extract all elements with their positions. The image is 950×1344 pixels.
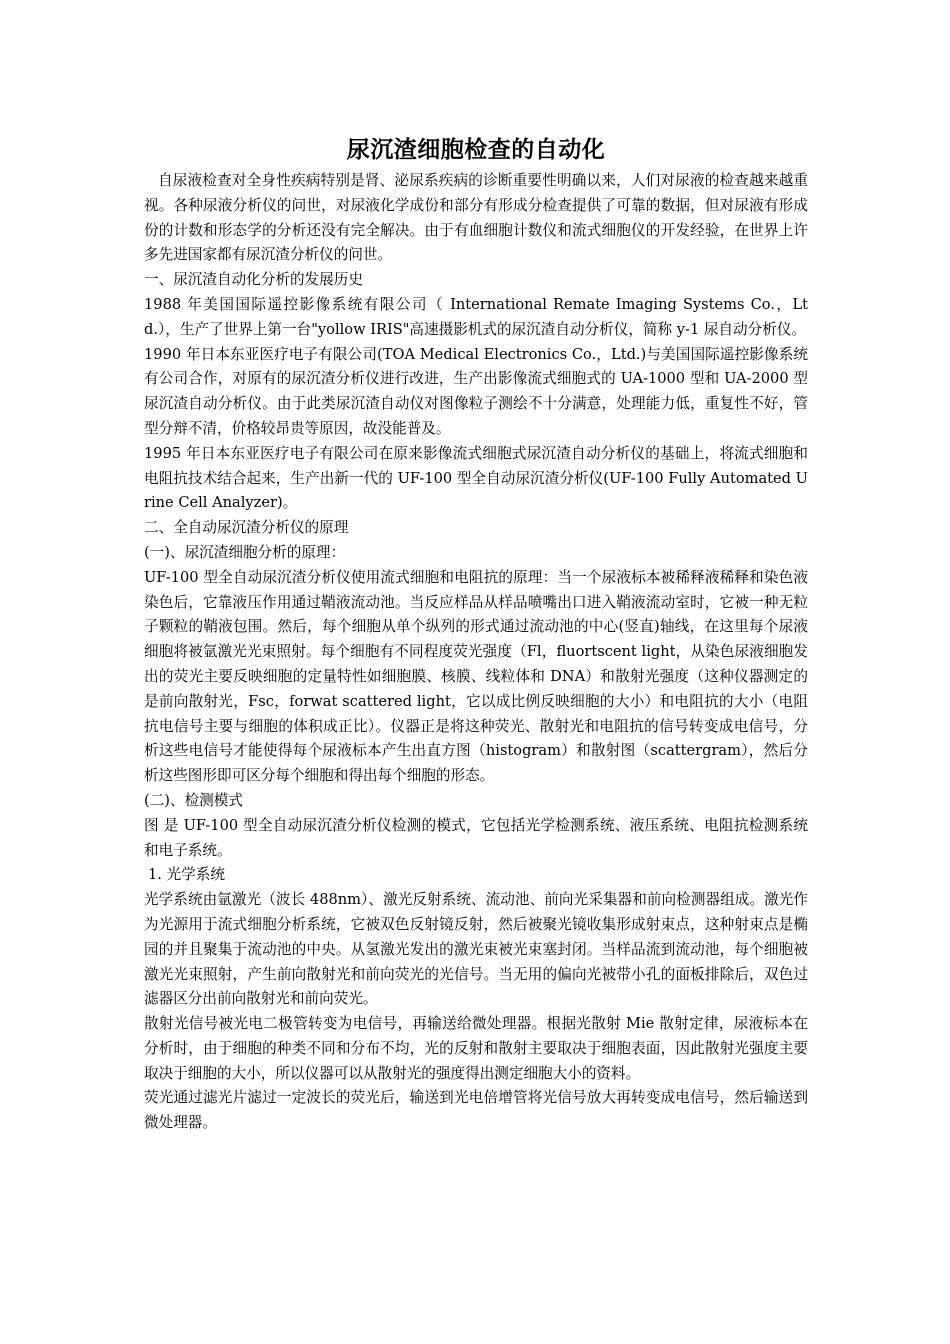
paragraph-1995: 1995 年日本东亚医疗电子有限公司在原来影像流式细胞式尿沉渣自动分析仪的基础上，将流式细胞和电阻抗技术结合起来，生产出新一代的 UF-100 型全自动尿沉渣分析仪(UF-100 Fully Automated Urine Cell Analyzer)。 [144, 444, 808, 512]
subsection-heading-detection-mode: (二)、检测模式 [144, 791, 243, 809]
paragraph-detection-mode: 图 是 UF-100 型全自动尿沉渣分析仪检测的模式，它包括光学检测系统、液压系统、电阻抗检测系统和电子系统。 [144, 816, 808, 859]
document-body [144, 131, 808, 1136]
intro-paragraph: 自尿液检查对全身性疾病特别是肾、泌尿系疾病的诊断重要性明确以来，人们对尿液的检查越来越重视。各种尿液分析仪的问世，对尿液化学成份和部分有形成分检查提供了可靠的数据，但对尿液有形成份的计数和形态学的分析还没有完全解决。由于有血细胞计数仪和流式细胞仪的开发经验，在世界上许多先进国家都有尿沉渣分析仪的问世。 [144, 172, 808, 264]
subsection-heading-optical-system: 1. 光学系统 [148, 866, 225, 884]
paragraph-1990: 1990 年日本东亚医疗电子有限公司(TOA Medical Electronics Co.，Ltd.)与美国国际遥控影像系统有公司合作，对原有的尿沉渣分析仪进行改进，生产出影像流式细胞式的 UA-1000 型和 UA-2000 型尿沉渣自动分析仪。由于此类尿沉渣自动仪对图像粒子测绘不十分满意，处理能力低，重复性不好，管型分辩不清，价格较昂贵等原因，故没能普及。 [144, 345, 808, 437]
section-heading-history: 一、尿沉渣自动化分析的发展历史 [144, 271, 363, 289]
paragraph-principle: UF-100 型全自动尿沉渣分析仪使用流式细胞和电阻抗的原理：当一个尿液标本被稀释液稀释和染色液染色后，它靠液压作用通过鞘液流动池。当反应样品从样品喷嘴出口进入鞘液流动室时，它被一种无粒子颗粒的鞘液包围。然后，每个细胞从单个纵列的形式通过流动池的中心(竖直)轴线，在这里每个尿液细胞将被氩激光光束照射。每个细胞有不同程度荧光强度（Fl，fluortscent light，从染色尿液细胞发出的荧光主要反映细胞的定量特性如细胞膜、核膜、线粒体和 DNA）和散射光强度（这种仪器测定的是前向散射光，Fsc，forwat scattered light，它以成比例反映细胞的大小）和电阻抗的大小（电阻抗电信号主要与细胞的体积成正比）。仪器正是将这种荧光、散射光和电阻抗的信号转变成电信号，分析这些电信号才能使得每个尿液标本产生出直方图（histogram）和散射图（scattergram），然后分析这些图形即可区分每个细胞和得出每个细胞的形态。 [144, 568, 808, 785]
document-title: 尿沉渣细胞检查的自动化 [346, 137, 606, 163]
paragraph-1988: 1988 年美国国际遥控影像系统有限公司（ International Remate Imaging Systems Co.，Ltd.），生产了世界上第一台"yollow IRIS"高速摄影机式的尿沉渣自动分析仪，简称 y-1 尿自动分析仪。 [144, 295, 808, 338]
paragraph-optical-system: 光学系统由氩激光（波长 488nm）、激光反射系统、流动池、前向光采集器和前向检测器组成。激光作为光源用于流式细胞分析系统，它被双色反射镜反射，然后被聚光镜收集形成射束点，这种射束点是椭园的并且聚集于流动池的中央。从氢激光发出的激光束被光束塞封闭。当样品流到流动池，每个细胞被激光光束照射，产生前向散射光和前向荧光的光信号。当无用的偏向光被带小孔的面板排除后，双色过滤器区分出前向散射光和前向荧光。 [144, 891, 808, 1008]
paragraph-fluorescence: 荧光通过滤光片滤过一定波长的荧光后，输送到光电倍增管将光信号放大再转变成电信号，然后输送到微处理器。 [144, 1089, 808, 1132]
subsection-heading-cell-analysis: (一)、尿沉渣细胞分析的原理： [144, 543, 346, 561]
paragraph-scattered-light: 散射光信号被光电二极管转变为电信号，再输送给微处理器。根据光散射 Mie 散射定律，尿液标本在分析时，由于细胞的种类不同和分布不均，光的反射和散射主要取决于细胞表面，因此散射光强度主要取决于细胞的大小，所以仪器可以从散射光的强度得出测定细胞大小的资料。 [144, 1015, 808, 1082]
section-heading-principle: 二、全自动尿沉渣分析仪的原理 [144, 519, 349, 537]
